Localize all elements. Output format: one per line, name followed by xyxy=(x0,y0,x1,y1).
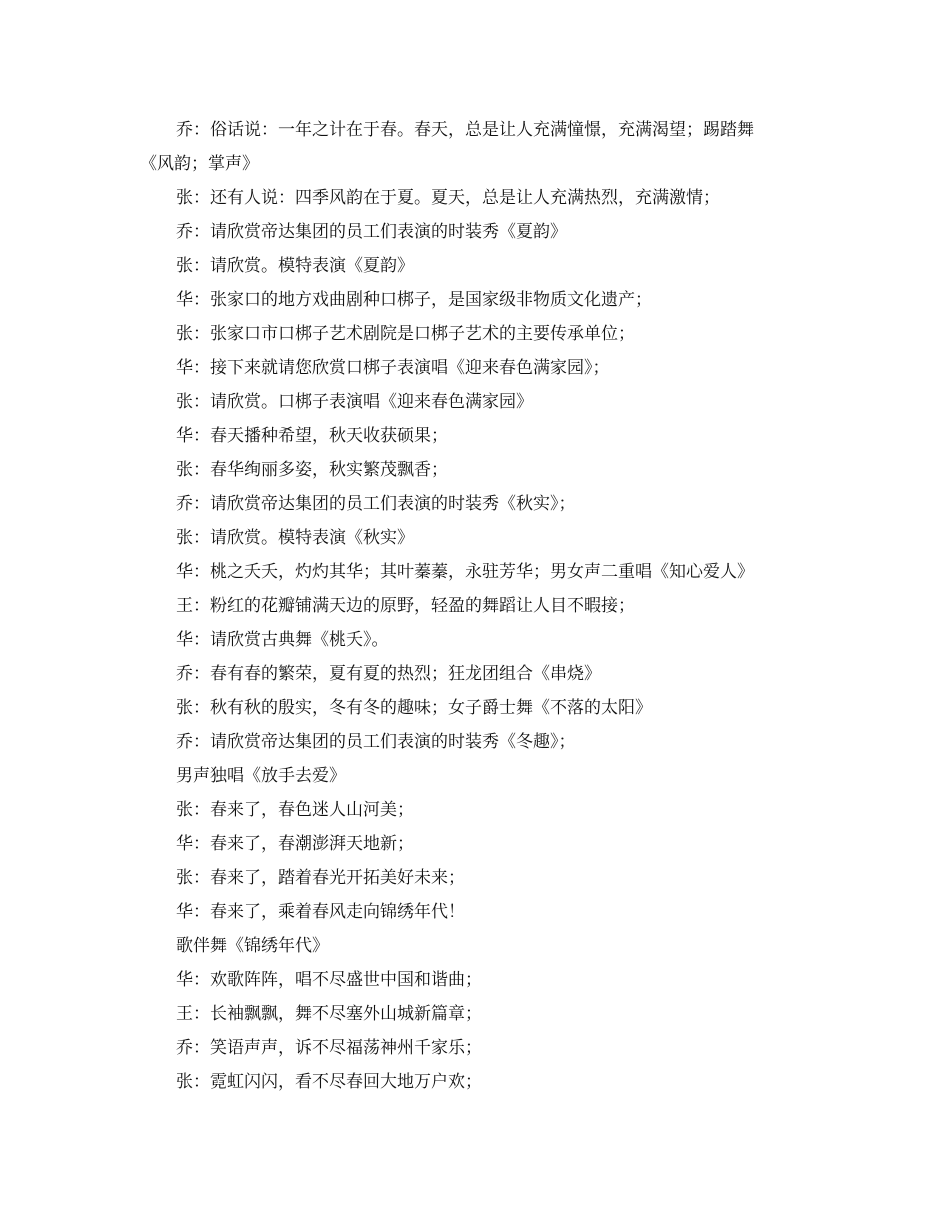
script-line: 乔：笑语声声，诉不尽福荡神州千家乐； xyxy=(176,1038,482,1058)
script-line: 华：张家口的地方戏曲剧种口梆子，是国家级非物质文化遗产； xyxy=(176,290,652,310)
script-line: 华：春来了，乘着春风走向锦绣年代！ xyxy=(176,902,465,922)
script-line: 乔：请欣赏帝达集团的员工们表演的时装秀《秋实》； xyxy=(176,494,576,514)
script-line: 张：请欣赏。模特表演《秋实》 xyxy=(176,528,414,548)
script-line: 华：请欣赏古典舞《桃夭》。 xyxy=(176,630,389,650)
script-line: 张：请欣赏。模特表演《夏韵》 xyxy=(176,256,414,276)
script-line: 华：桃之夭夭，灼灼其华；其叶蓁蓁，永驻芳华；男女声二重唱《知心爱人》 xyxy=(176,562,754,582)
script-line: 王：粉红的花瓣铺满天边的原野，轻盈的舞蹈让人目不暇接； xyxy=(176,596,635,616)
script-line: 张：霓虹闪闪，看不尽春回大地万户欢； xyxy=(176,1072,482,1092)
script-line: 张：春来了，踏着春光开拓美好未来； xyxy=(176,868,465,888)
script-line: 张：春来了，春色迷人山河美； xyxy=(176,800,414,820)
script-line: 乔：春有春的繁荣，夏有夏的热烈；狂龙团组合《串烧》 xyxy=(176,664,601,684)
script-line: 张：还有人说：四季风韵在于夏。夏天，总是让人充满热烈，充满激情； xyxy=(176,188,720,208)
script-line: 张：张家口市口梆子艺术剧院是口梆子艺术的主要传承单位； xyxy=(176,324,635,344)
script-text xyxy=(140,113,820,1099)
script-line: 《风韵；掌声》 xyxy=(140,154,259,174)
script-line: 乔：俗话说：一年之计在于春。春天，总是让人充满憧憬，充满渴望；踢踏舞 xyxy=(176,120,754,140)
script-line: 华：接下来就请您欣赏口梆子表演唱《迎来春色满家园》； xyxy=(176,358,610,378)
script-line: 华：欢歌阵阵，唱不尽盛世中国和谐曲； xyxy=(176,970,482,990)
script-line: 华：春天播种希望，秋天收获硕果； xyxy=(176,426,448,446)
script-line: 张：请欣赏。口梆子表演唱《迎来春色满家园》 xyxy=(176,392,533,412)
script-line: 华：春来了，春潮澎湃天地新； xyxy=(176,834,414,854)
script-line: 王：长袖飘飘，舞不尽塞外山城新篇章； xyxy=(176,1004,482,1024)
script-line: 乔：请欣赏帝达集团的员工们表演的时装秀《夏韵》 xyxy=(176,222,567,242)
script-line: 歌伴舞《锦绣年代》 xyxy=(176,936,329,956)
script-line: 张：春华绚丽多姿，秋实繁茂飘香； xyxy=(176,460,448,480)
script-line: 张：秋有秋的殷实，冬有冬的趣味；女子爵士舞《不落的太阳》 xyxy=(176,698,652,718)
script-line: 乔：请欣赏帝达集团的员工们表演的时装秀《冬趣》； xyxy=(176,732,576,752)
script-line: 男声独唱《放手去爱》 xyxy=(176,766,346,786)
